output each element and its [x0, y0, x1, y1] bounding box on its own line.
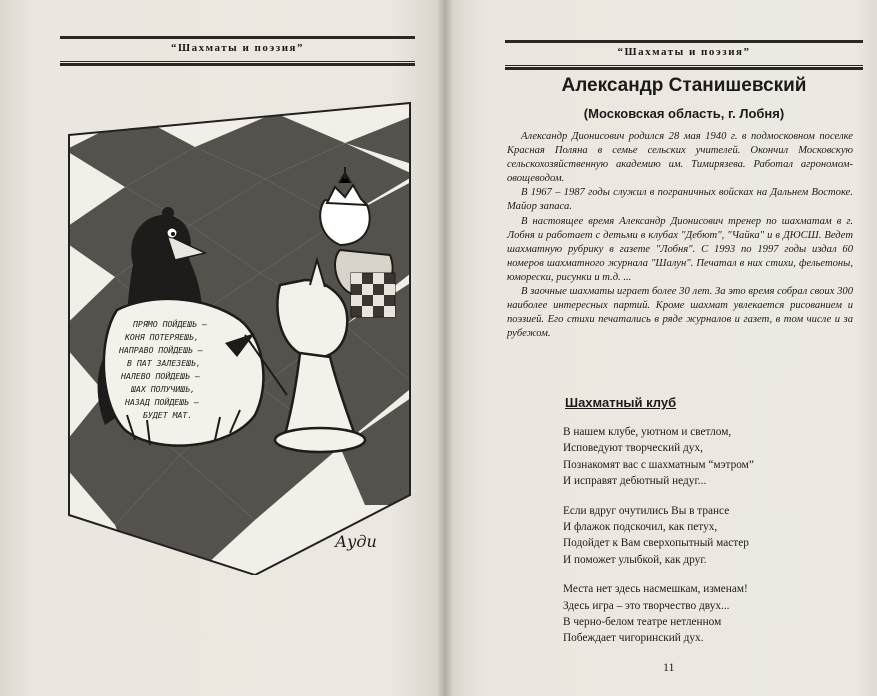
- poem: [563, 424, 754, 660]
- sign-line-5: НАЛЕВО ПОЙДЕШЬ –: [121, 371, 200, 381]
- poem-line: И поможет улыбкой, как друг.: [563, 553, 707, 566]
- poem-stanza: [563, 424, 754, 490]
- left-running-header: [60, 36, 415, 62]
- sign-line-7: НАЗАД ПОЙДЕШЬ –: [125, 397, 199, 407]
- poem-line: И исправят дебютный недуг...: [563, 475, 707, 488]
- bio-paragraph: Александр Дионисович родился 28 мая 1940 г. в подмосковном поселке Красная Поляна в семье сельских учителей. Окончил Московскую сельскохозяйственную академию им. Тимирязева. Работал агрономом-овощеводом.: [507, 131, 853, 185]
- poem-line: В черно-белом театре нетленном: [563, 616, 722, 629]
- left-header-text: “Шахматы и поэзия”: [171, 42, 304, 54]
- right-header-text: “Шахматы и поэзия”: [617, 46, 751, 58]
- sign-line-6: ШАХ ПОЛУЧИШЬ,: [131, 384, 196, 394]
- poem-line: В нашем клубе, уютном и светлом,: [563, 426, 732, 438]
- poem-line: Подойдет к Вам сверхопытный мастер: [563, 537, 749, 550]
- bio-paragraph: В настоящее время Александр Дионисович тренер по шахматам в г. Лобня и работает с детьми в клубах "Дебют", "Чайка" и в ДЮСШ. Ведет шахматную рубрику в газете "Лобня". С 1993 по 1997 годы издал 60 номеров шахматного журнала "Шалун". Печатал в них стихи, фельетоны, юморески, рисунки и т.д. ...: [507, 215, 853, 283]
- sign-line-4: В ПАТ ЗАЛЕЗЕШЬ,: [127, 358, 201, 368]
- chess-cartoon-illustration: [55, 95, 415, 575]
- author-name-title: Александр Станишевский: [561, 75, 807, 96]
- sign-line-2: КОНЯ ПОТЕРЯЕШЬ,: [125, 332, 199, 342]
- sign-line-3: НАПРАВО ПОЙДЕШЬ –: [119, 345, 203, 355]
- right-running-header: [505, 40, 863, 66]
- poem-stanza: [563, 503, 754, 569]
- poem-stanza: [563, 581, 754, 647]
- sign-line-1: ПРЯМО ПОЙДЕШЬ –: [133, 319, 207, 329]
- poem-line: Исповедуют творческий дух,: [563, 442, 703, 455]
- poem-title: Шахматный клуб: [565, 395, 677, 410]
- book-gutter: [437, 0, 453, 696]
- bio-paragraph: В 1967 – 1987 годы служил в пограничных войсках на Дальнем Востоке. Майор запаса.: [507, 187, 853, 213]
- bio-paragraph: В заочные шахматы играет более 30 лет. За это время собрал своих 300 наиболее интересных партий. Кроме шахмат увлекается рисованием и поэзией. Его стихи печатались в ряде журналов и газет, в том числе и за рубежом.: [507, 286, 853, 340]
- poem-line: Побеждает чигоринский дух.: [563, 632, 704, 645]
- poem-line: Познакомят вас с шахматным “мэтром”: [563, 458, 754, 471]
- author-biography: [507, 130, 853, 341]
- page-number: 11: [663, 660, 675, 674]
- poem-line: Здесь игра – это творчество двух...: [563, 599, 730, 612]
- poem-line: Если вдруг очутились Вы в трансе: [563, 504, 730, 517]
- poem-line: И флажок подскочил, как петух,: [563, 521, 718, 534]
- poem-line: Места нет здесь насмешкам, изменам!: [563, 583, 748, 596]
- author-location-subtitle: (Московская область, г. Лобня): [583, 106, 785, 121]
- sign-line-8: БУДЕТ МАТ.: [143, 410, 193, 420]
- artist-signature: Ауди: [335, 532, 377, 551]
